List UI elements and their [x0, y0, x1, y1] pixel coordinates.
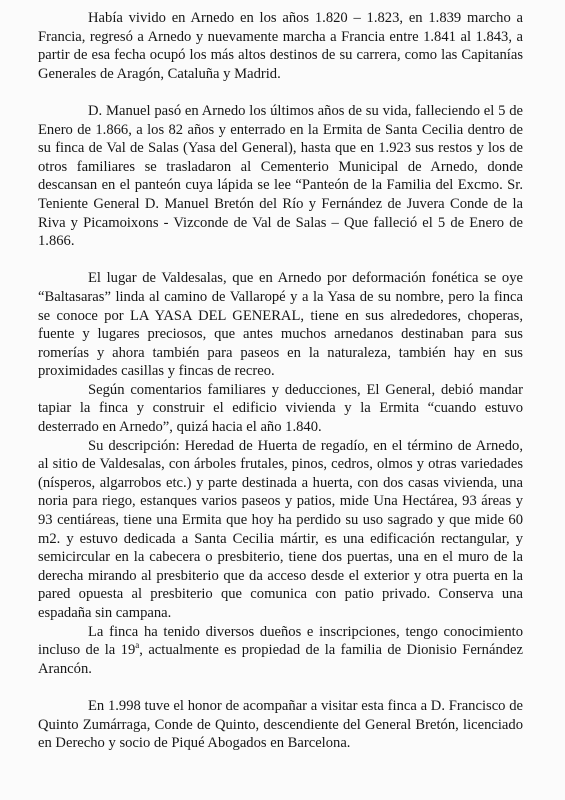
owners-text-before: La finca ha tenido diversos dueños e inscripciones, tengo conocimiento incluso de la 19 [38, 623, 523, 659]
paragraph-death-burial: D. Manuel pasó en Arnedo los últimos años de su vida, falleciendo el 5 de Enero de 1.866, a los 82 años y enterrado en la Ermita de Santa Cecilia dentro de su finca de Val de Salas (Yasa del General), hasta que en 1.923 sus restos y los de otros familiares se trasladaron al Cementerio Municipal de Arnedo, donde descansan en el panteón cuya lápida se lee “Panteón de la Familia del Excmo. Sr. Teniente General D. Manuel Bretón del Río y Fernández de Juvera Conde de la Riva y Picamoixons - Vizconde de Val de Salas – Que falleció el 5 de Enero de 1.866. [38, 102, 523, 250]
paragraph-description: Su descripción: Heredad de Huerta de regadío, en el término de Arnedo, al sitio de Valdesalas, con árboles frutales, pinos, cedros, olmos y otras variedades (nísperos, algarrobos etc.) y parte destinada a huerta, con dos casas vivienda, una noria para riego, estanques varios paseos y patios, mide Una Hectárea, 93 áreas y 93 centiáreas, tiene una Ermita que hoy ha perdido su uso sagrado y que mide 60 m2. y estuvo dedicada a Santa Cecilia mártir, es una edificación rectangular, y semicircular en la cabecera o presbiterio, tiene dos puertas, una en el muro de la derecha mirando al presbiterio que da acceso desde el exterior y otra puerta en la pared opuesta al presbiterio que comunica con patio privado. Conserva una espadaña sin campana. [38, 437, 523, 621]
owners-text-after: , actualmente es propiedad de la familia de Dionisio Fernández Arancón. [38, 642, 523, 677]
body-text [38, 9, 523, 753]
paragraph-owners [38, 623, 523, 679]
paragraph-valdesalas: El lugar de Valdesalas, que en Arnedo por deformación fonética se oye “Baltasaras” linda al camino de Vallaropé y a la Yasa de su nombre, pero la finca se conoce por LA YASA DEL GENERAL, tiene en sus alrededores, choperas, fuente y lugares preciosos, que antes muchos arnedanos destinaban para sus romerías y ahora también para paseos en la naturaleza, también hay en sus proximidades casillas y fincas de recreo. [38, 270, 523, 380]
paragraph-construction: Según comentarios familiares y deducciones, El General, debió mandar tapiar la finca y construir el edificio vivienda y la Ermita “cuando estuvo desterrado en Arnedo”, quizá hacia el año 1.840. [38, 381, 523, 436]
paragraph-residence: Había vivido en Arnedo en los años 1.820 – 1.823, en 1.839 marcho a Francia, regresó a Arnedo y nuevamente marcha a Francia entre 1.841 al 1.843, a partir de esa fecha ocupó los más altos destinos de su carrera, como las Capitanías Generales de Aragón, Cataluña y Madrid. [38, 10, 523, 82]
ordinal-superscript: a [135, 640, 140, 651]
paragraph-visit: En 1.998 tuve el honor de acompañar a visitar esta finca a D. Francisco de Quinto Zumárraga, Conde de Quinto, descendiente del General Bretón, licenciado en Derecho y socio de Piqué Abogados en Barcelona. [38, 697, 523, 752]
